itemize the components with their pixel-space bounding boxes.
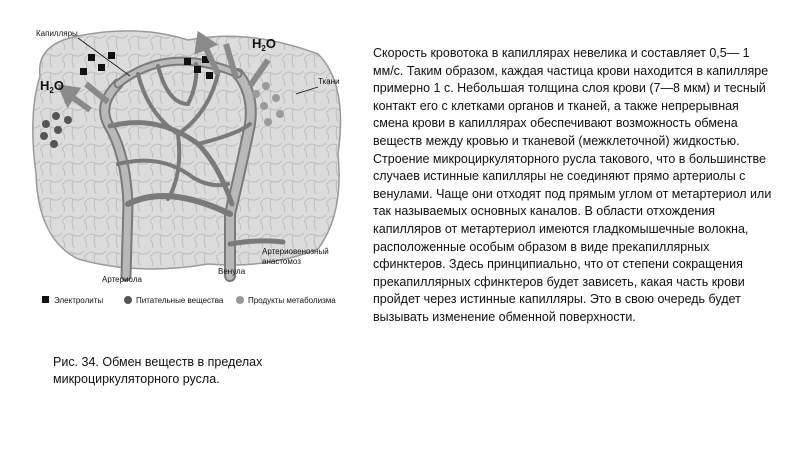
label-tissues: Ткани: [318, 77, 340, 86]
label-venule: Венула: [218, 267, 246, 276]
label-anastomosis-line2: анастомоз: [262, 257, 301, 266]
legend-square-icon: [42, 296, 49, 303]
figure-caption: Рис. 34. Обмен веществ в пределах микроциркуляторного русла.: [53, 355, 263, 386]
h2o-right-label: $H_2O$: [252, 36, 276, 53]
microcirculation-diagram: [18, 14, 358, 314]
body-text: Скорость кровотока в капиллярах невелика и составляет 0,5— 1 мм/с. Таким образом, каждая частица крови находится в капилляре примерно 1 с. Небольшая толщина слоя крови (7—8 мкм) и тесный контакт его с клетками органов и тканей, а также непрерывная смена крови в капиллярах обеспечивают возможность обмена веществ между кровью и тканевой (межклеточной) жидкостью. Строение микроциркуляторного русла такового, что в большинстве случаев истинные капилляры не соединяют прямо артериолы с венулами. Чаще они отходят под прямым углом от метартериол или так называемых основных каналов. В области отхождения капилляров от метартериол имеются гладкомышечные волокна, расположенные особым образом в виде прекапиллярных сфинктеров. Здесь принципиально, что от степени сокращения прекапиллярных сфинктеров будет зависеть, какая часть крови пройдет через истинные капилляры. Это в свою очередь будет вызывать изменение обменной поверхности.: [373, 46, 772, 324]
label-anastomosis-line1: Артериовенозный: [262, 247, 329, 256]
legend-nutrients: Питательные вещества: [136, 296, 224, 305]
legend-dark-circle-icon: [124, 296, 132, 304]
label-capillaries: Капилляры: [36, 29, 78, 38]
legend-light-circle-icon: [236, 296, 244, 304]
legend: [42, 296, 336, 305]
legend-metabolites: Продукты метаболизма: [248, 296, 336, 305]
tissue-area: [33, 31, 341, 269]
microcirculation-figure: [18, 14, 358, 314]
legend-electrolytes: Электролиты: [54, 296, 104, 305]
h2o-left-label: $H_2O$: [40, 78, 64, 95]
label-arteriole: Артериола: [102, 275, 142, 284]
